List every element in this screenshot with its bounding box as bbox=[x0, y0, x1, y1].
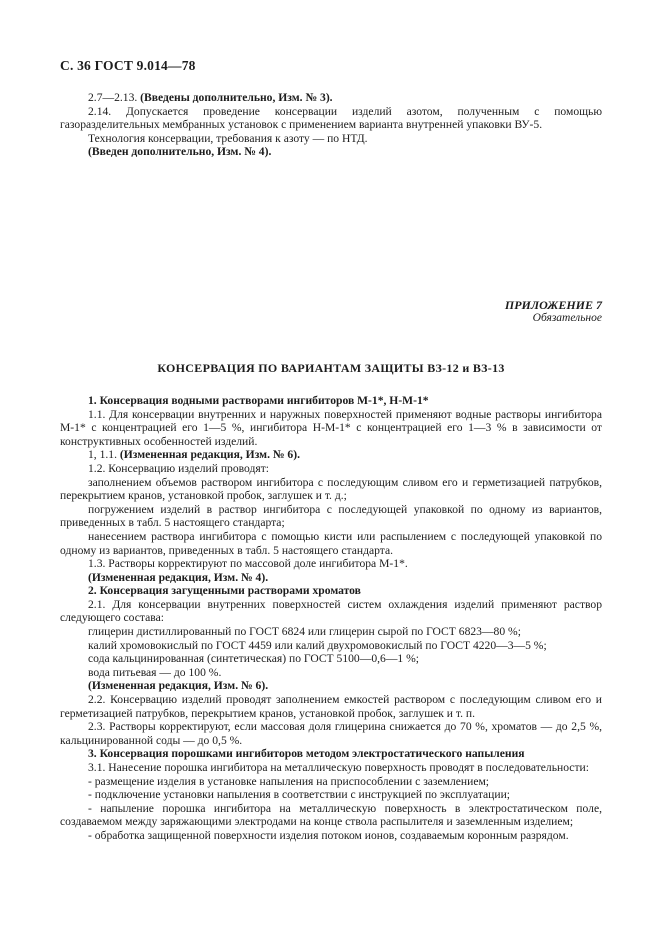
paragraph-bold-text: (Измененная редакция, Изм. № 6). bbox=[119, 448, 300, 462]
paragraph-text: - напыление порошка ингибитора на металлическую поверхность в электростатическом поле, создаваемом между заряжающими электродами на конце ствола распылителя и заземленным изделием; bbox=[60, 801, 602, 829]
paragraph bbox=[60, 775, 602, 789]
paragraph bbox=[60, 394, 602, 408]
paragraph bbox=[60, 639, 602, 653]
paragraph bbox=[60, 476, 602, 503]
paragraph bbox=[60, 747, 602, 761]
paragraph-text: глицерин дистиллированный по ГОСТ 6824 или глицерин сырой по ГОСТ 6823—80 %; bbox=[88, 625, 521, 639]
paragraph-text: 3.1. Нанесение порошка ингибитора на металлическую поверхность проводят в последовательности: bbox=[88, 761, 589, 774]
paragraph bbox=[60, 625, 602, 639]
paragraph-text: калий хромовокислый по ГОСТ 4459 или калий двухромовокислый по ГОСТ 4220—3—5 %; bbox=[88, 638, 547, 652]
paragraph bbox=[60, 530, 602, 557]
paragraph-text: 2.14. Допускается проведение консервации изделий азотом, полученным с помощью газоразделительных мембранных установок с применением варианта внутренней упаковки ВУ-5. bbox=[60, 104, 602, 132]
paragraph bbox=[60, 720, 602, 747]
paragraph bbox=[60, 571, 602, 585]
paragraph bbox=[60, 666, 602, 680]
main-paragraphs-container bbox=[60, 394, 602, 843]
paragraph-text: нанесением раствора ингибитора с помощью кисти или распылением с последующей упаковкой по одному из вариантов, приведенных в табл. 5 настоящего стандарта. bbox=[60, 529, 602, 557]
paragraph-bold-text: 2. Консервация загущенными растворами хроматов bbox=[88, 584, 361, 598]
paragraph-text: 1.1. Для консервации внутренних и наружных поверхностей применяют водные растворы ингибитора М-1* с концентрацией его 1—5 %, ингибитора Н-М-1* с концентрацией его 1—3 % в зависимости от конструктивных особенностей изделий. bbox=[60, 407, 602, 448]
paragraph-bold-text: 1. Консервация водными растворами ингибиторов М-1*, Н-М-1* bbox=[88, 393, 429, 407]
paragraph bbox=[60, 802, 602, 829]
paragraph-text: сода кальцинированная (синтетическая) по ГОСТ 5100—0,6—1 %; bbox=[88, 652, 419, 666]
paragraph-text: погружением изделий в раствор ингибитора с последующей упаковкой по одному из вариантов, приведенных в табл. 5 настоящего стандарта; bbox=[60, 502, 602, 530]
paragraph-text: - размещение изделия в установке напыления на приспособлении с заземлением; bbox=[88, 774, 490, 788]
paragraph bbox=[60, 693, 602, 720]
paragraph bbox=[60, 557, 602, 571]
paragraph bbox=[60, 462, 602, 476]
paragraph-text: Технология консервации, требования к азоту — по НТД. bbox=[88, 131, 368, 145]
paragraph-text: 2.1. Для консервации внутренних поверхностей систем охлаждения изделий применяют раствор следующего состава: bbox=[60, 597, 602, 625]
paragraph-text: 1.3. Растворы корректируют по массовой доле ингибитора М-1*. bbox=[88, 557, 408, 571]
intro-paragraphs-container bbox=[60, 91, 602, 159]
document-title: КОНСЕРВАЦИЯ ПО ВАРИАНТАМ ЗАЩИТЫ ВЗ-12 и ВЗ-13 bbox=[157, 360, 505, 375]
paragraph bbox=[60, 679, 602, 693]
paragraph-text: 2.3. Растворы корректируют, если массовая доля глицерина снижается до 70 %, хроматов — до 2,5 %, кальцинированной соды — до 0,5 %. bbox=[60, 720, 602, 747]
paragraph-bold-text: (Введен дополнительно, Изм. № 4). bbox=[88, 145, 272, 159]
paragraph bbox=[60, 408, 602, 449]
paragraph-bold-text: (Измененная редакция, Изм. № 6). bbox=[88, 679, 269, 693]
annex-block bbox=[60, 298, 602, 325]
paragraph bbox=[60, 788, 602, 802]
annex-subtitle: Обязательное bbox=[532, 311, 602, 324]
paragraph bbox=[60, 503, 602, 530]
paragraph bbox=[60, 652, 602, 666]
paragraph-text: 1, 1.1. bbox=[88, 448, 120, 462]
paragraph bbox=[60, 829, 602, 843]
paragraph bbox=[60, 598, 602, 625]
paragraph-text: 2.2. Консервацию изделий проводят заполнением емкостей раствором с последующим сливом его и герметизацией патрубков, перекрытием кранов, установкой пробок, заглушек и т. п. bbox=[60, 693, 602, 720]
annex-label: ПРИЛОЖЕНИЕ 7 bbox=[504, 297, 602, 312]
paragraph bbox=[60, 584, 602, 598]
paragraph-text: - подключение установки напыления в соответствии с инструкцией по эксплуатации; bbox=[88, 788, 511, 802]
paragraph-text: заполнением объемов раствором ингибитора с последующим сливом его и герметизацией патрубков, перекрытием кранов, установкой пробок, заглушек и т. д.; bbox=[60, 475, 602, 503]
paragraph-text: 1.2. Консервацию изделий проводят: bbox=[88, 461, 269, 475]
paragraph bbox=[60, 132, 602, 146]
paragraph-text: вода питьевая — до 100 %. bbox=[88, 665, 222, 679]
paragraph-bold-text: 3. Консервация порошками ингибиторов методом электростатического напыления bbox=[88, 747, 525, 761]
paragraph-bold-text: (Измененная редакция, Изм. № 4). bbox=[88, 570, 269, 584]
paragraph bbox=[60, 448, 602, 462]
paragraph bbox=[60, 145, 602, 159]
page-header: С. 36 ГОСТ 9.014—78 bbox=[60, 58, 196, 73]
paragraph-text: 2.7—2.13. bbox=[88, 91, 141, 104]
paragraph-text: - обработка защищенной поверхности изделия потоком ионов, создаваемым коронным разрядом. bbox=[88, 828, 569, 842]
paragraph bbox=[60, 761, 602, 775]
paragraph bbox=[60, 91, 602, 105]
paragraph bbox=[60, 105, 602, 132]
paragraph-bold-text: (Введены дополнительно, Изм. № 3). bbox=[140, 91, 333, 104]
